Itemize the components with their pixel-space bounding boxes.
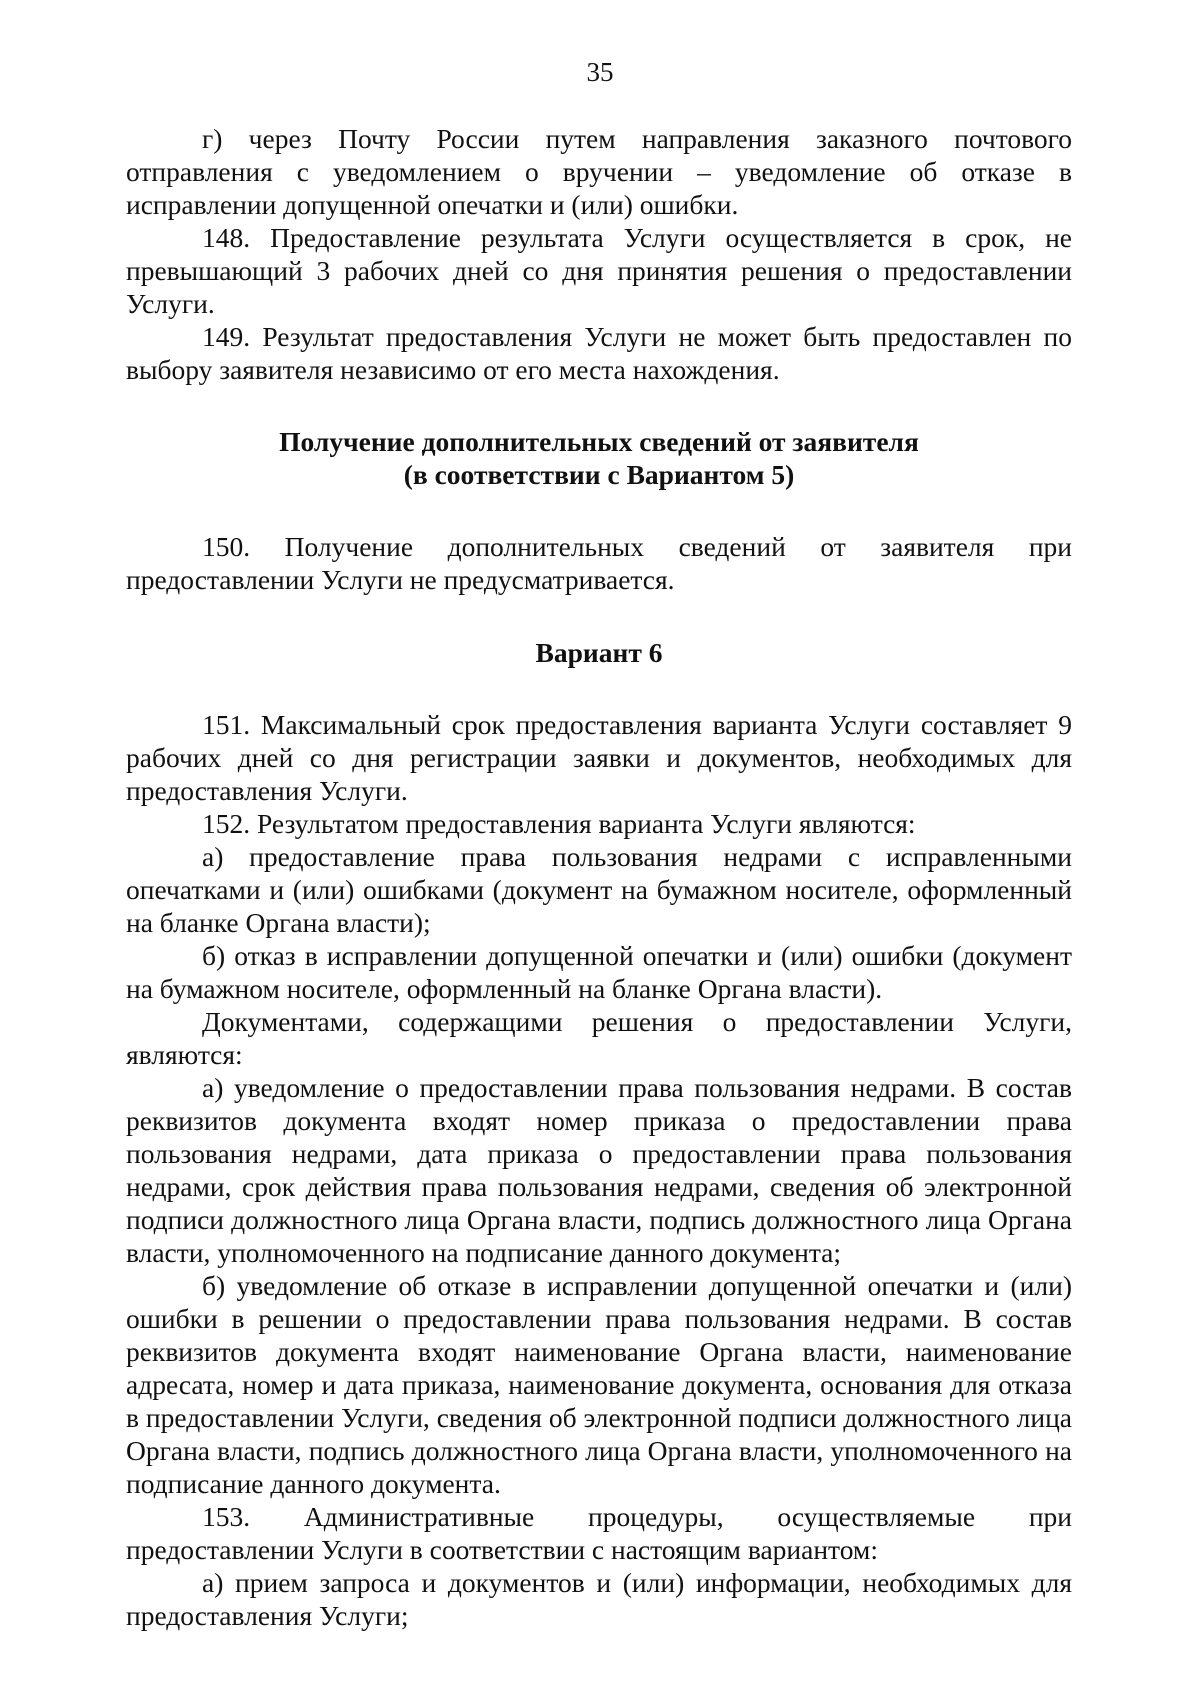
section-heading-additional-info: Получение дополнительных сведений от заявителя (279, 426, 919, 457)
paragraph-153-a: а) прием запроса и документов и (или) информации, необходимых для предоставления Услуги; (126, 1567, 1072, 1631)
paragraph-documents-intro: Документами, содержащими решения о предоставлении Услуги, являются: (126, 1006, 1072, 1070)
section-heading-variant-6: Вариант 6 (535, 637, 663, 668)
paragraph-documents-b: б) уведомление об отказе в исправлении допущенной опечатки и (или) ошибки в решении о предоставлении права пользования недрами. В состав реквизитов документа входят наименование Органа власти, наименование адресата, номер и дата приказа, наименование документа, основания для отказа в предоставлении Услуги, сведения об электронной подписи должностного лица Органа власти, подпись должностного лица Органа власти, уполномоченного на подписание данного документа. (126, 1270, 1072, 1499)
paragraph-150: 150. Получение дополнительных сведений от заявителя при предоставлении Услуги не предусматривается. (126, 531, 1072, 595)
paragraph-152-a: а) предоставление права пользования недрами с исправленными опечатками и (или) ошибками (документ на бумажном носителе, оформленный на бланке Органа власти); (126, 841, 1072, 938)
page-number: 35 (586, 57, 614, 87)
paragraph-148: 148. Предоставление результата Услуги осуществляется в срок, не превышающий 3 рабочих дней со дня принятия решения о предоставлении Услуги. (126, 222, 1072, 319)
paragraph-152: 152. Результатом предоставления варианта Услуги являются: (202, 808, 916, 839)
paragraph-152-b: б) отказ в исправлении допущенной опечатки и (или) ошибки (документ на бумажном носителе, оформленный на бланке Органа власти). (126, 940, 1072, 1004)
document-body (126, 122, 1072, 1632)
paragraph-151: 151. Максимальный срок предоставления варианта Услуги составляет 9 рабочих дней со дня регистрации заявки и документов, необходимых для предоставления Услуги. (126, 709, 1072, 806)
paragraph-153: 153. Административные процедуры, осуществляемые при предоставлении Услуги в соответствии с настоящим вариантом: (126, 1501, 1072, 1565)
paragraph-149: 149. Результат предоставления Услуги не может быть предоставлен по выбору заявителя независимо от его места нахождения. (126, 321, 1072, 385)
section-heading-variant-5-note: (в соответствии с Вариантом 5) (403, 459, 795, 490)
paragraph-g-mail: г) через Почту России путем направления заказного почтового отправления с уведомлением о вручении – уведомление об отказе в исправлении допущенной опечатки и (или) ошибки. (126, 123, 1072, 220)
paragraph-documents-a: а) уведомление о предоставлении права пользования недрами. В состав реквизитов документа входят номер приказа о предоставлении права пользования недрами, дата приказа о предоставлении права пользования недрами, срок действия права пользования недрами, сведения об электронной подписи должностного лица Органа власти, подпись должностного лица Органа власти, уполномоченного на подписание данного документа; (126, 1072, 1072, 1268)
